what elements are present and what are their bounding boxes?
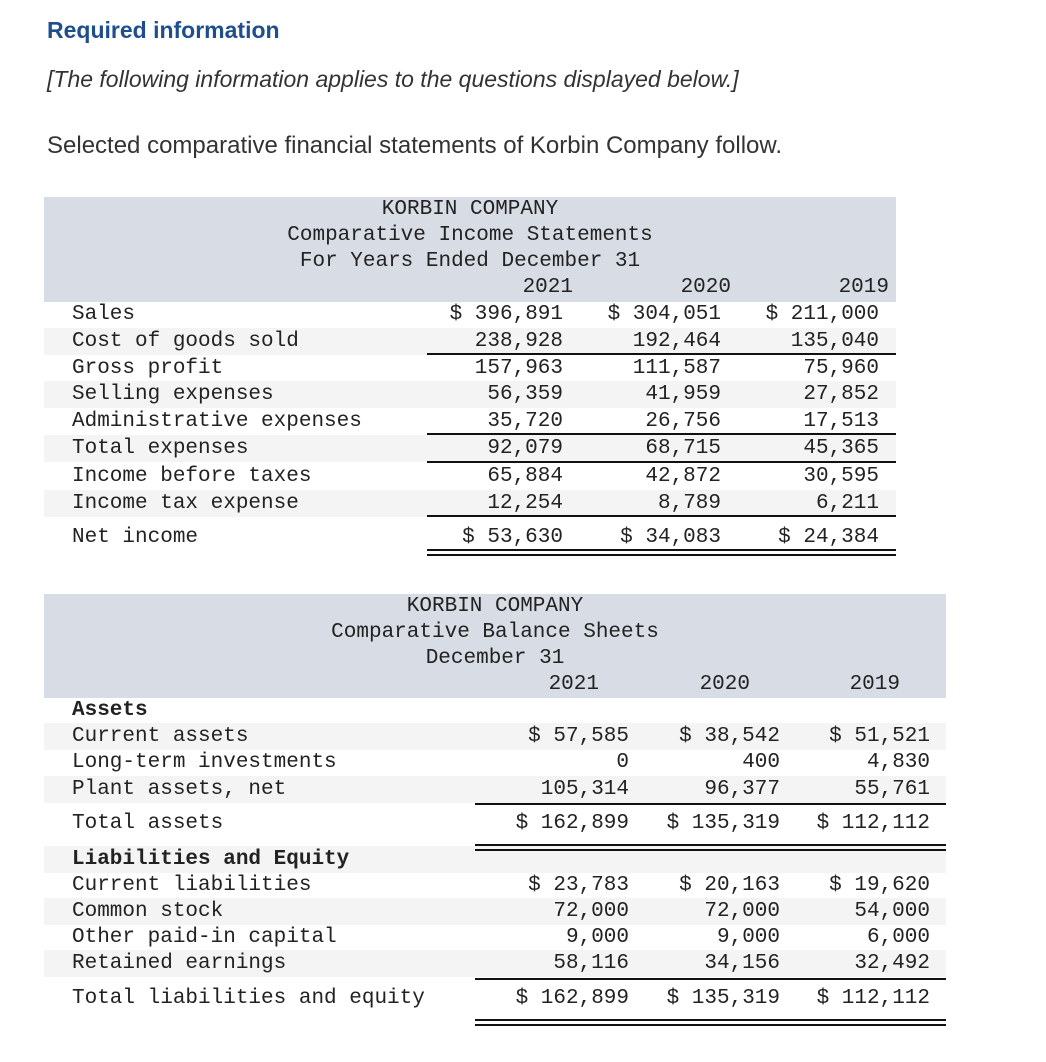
row-label: Plant assets, net [72, 778, 287, 801]
underline [475, 978, 946, 980]
row-value: $ 34,083 [620, 526, 721, 549]
table-row [44, 776, 946, 803]
row-value: 72,000 [704, 900, 780, 923]
table-row [44, 490, 896, 517]
row-label: Cost of goods sold [72, 330, 299, 353]
row-value: 135,040 [790, 330, 879, 353]
row-label: Income before taxes [72, 465, 312, 488]
row-label: Retained earnings [72, 952, 287, 975]
row-value: 41,959 [645, 383, 721, 406]
double-underline [475, 1019, 946, 1026]
table-title: Comparative Income Statements [287, 224, 653, 247]
underline [427, 515, 896, 517]
row-label: Net income [72, 526, 199, 549]
table-row [44, 749, 946, 776]
balance-sheet-table [44, 594, 946, 1024]
row-label: Assets [72, 699, 148, 722]
row-value: 54,000 [854, 900, 930, 923]
year-header: 2020 [680, 276, 731, 299]
row-value: 56,359 [487, 383, 563, 406]
row-value: $ 51,521 [829, 725, 930, 748]
row-value: 111,587 [632, 357, 721, 380]
row-value: 9,000 [716, 926, 780, 949]
row-value: 8,789 [657, 492, 721, 515]
row-value: $ 57,585 [528, 725, 629, 748]
row-value: 42,872 [645, 465, 721, 488]
row-value: $ 162,899 [515, 812, 629, 835]
row-value: $ 135,319 [666, 987, 780, 1010]
row-label: Liabilities and Equity [72, 848, 350, 871]
row-value: 157,963 [474, 357, 563, 380]
row-label: Current liabilities [72, 874, 312, 897]
row-value: 26,756 [645, 410, 721, 433]
row-value: 105,314 [540, 778, 629, 801]
row-value: 68,715 [645, 437, 721, 460]
table-row [44, 985, 946, 1012]
row-value: 72,000 [553, 900, 629, 923]
row-value: 6,000 [866, 926, 930, 949]
table-title: Comparative Balance Sheets [331, 621, 659, 644]
row-value: 192,464 [632, 330, 721, 353]
table-row [44, 924, 946, 951]
row-label: Sales [72, 303, 136, 326]
row-value: $ 162,899 [515, 987, 629, 1010]
row-value: 45,365 [803, 437, 879, 460]
row-value: 55,761 [854, 778, 930, 801]
row-value: 35,720 [487, 410, 563, 433]
row-value: 17,513 [803, 410, 879, 433]
table-row [44, 723, 946, 750]
underline [475, 803, 946, 805]
row-value: $ 20,163 [679, 874, 780, 897]
row-value: 92,079 [487, 437, 563, 460]
row-value: $ 304,051 [607, 303, 721, 326]
row-label: Total expenses [72, 437, 249, 460]
underline [427, 353, 896, 355]
table-title: KORBIN COMPANY [406, 595, 584, 618]
table-row [44, 435, 896, 462]
table-row [44, 328, 896, 355]
table-row [44, 355, 896, 382]
row-value: 0 [616, 751, 629, 774]
double-underline [427, 549, 896, 556]
row-value: 9,000 [565, 926, 629, 949]
row-value: 4,830 [866, 751, 930, 774]
table-row [44, 898, 946, 925]
row-value: $ 396,891 [449, 303, 563, 326]
income-statement-table [44, 197, 896, 557]
row-value: 27,852 [803, 383, 879, 406]
row-value: $ 211,000 [765, 303, 879, 326]
row-value: $ 19,620 [829, 874, 930, 897]
row-label: Income tax expense [72, 492, 299, 515]
row-label: Total assets [72, 812, 224, 835]
year-header: 2019 [838, 276, 889, 299]
table-row [44, 697, 946, 724]
year-header: 2020 [699, 673, 750, 696]
row-label: Other paid-in capital [72, 926, 337, 949]
underline [427, 461, 896, 463]
row-value: $ 112,112 [816, 812, 930, 835]
underline [427, 433, 896, 435]
intro-text: Selected comparative financial statements of Korbin Company follow. [47, 132, 783, 159]
row-label: Gross profit [72, 357, 224, 380]
info-note: [The following information applies to the questions displayed below.] [47, 66, 739, 92]
table-row [44, 381, 896, 408]
row-value: $ 112,112 [816, 987, 930, 1010]
row-value: 32,492 [854, 952, 930, 975]
row-label: Administrative expenses [72, 410, 362, 433]
row-value: $ 38,542 [679, 725, 780, 748]
row-value: 238,928 [474, 330, 563, 353]
year-header: 2021 [548, 673, 599, 696]
table-row [44, 950, 946, 977]
table-row [44, 463, 896, 490]
row-value: 96,377 [704, 778, 780, 801]
row-value: 12,254 [487, 492, 563, 515]
year-header: 2019 [849, 673, 900, 696]
row-label: Common stock [72, 900, 224, 923]
table-row [44, 408, 896, 435]
table-title: For Years Ended December 31 [299, 250, 641, 273]
row-value: 75,960 [803, 357, 879, 380]
row-label: Current assets [72, 725, 249, 748]
row-label: Selling expenses [72, 383, 274, 406]
row-label: Long-term investments [72, 751, 337, 774]
row-label: Total liabilities and equity [72, 987, 425, 1010]
row-value: $ 23,783 [528, 874, 629, 897]
table-title: December 31 [425, 647, 565, 670]
row-value: $ 53,630 [462, 526, 563, 549]
row-value: 30,595 [803, 465, 879, 488]
double-underline [475, 844, 946, 851]
table-row [44, 524, 896, 551]
table-title: KORBIN COMPANY [381, 198, 559, 221]
row-value: 34,156 [704, 952, 780, 975]
row-value: 65,884 [487, 465, 563, 488]
table-row [44, 872, 946, 899]
row-value: 400 [742, 751, 780, 774]
row-value: $ 24,384 [778, 526, 879, 549]
required-information-heading: Required information [47, 17, 280, 43]
table-row [44, 301, 896, 328]
year-header: 2021 [522, 276, 573, 299]
row-value: $ 135,319 [666, 812, 780, 835]
row-value: 6,211 [815, 492, 879, 515]
row-value: 58,116 [553, 952, 629, 975]
table-row [44, 810, 946, 837]
